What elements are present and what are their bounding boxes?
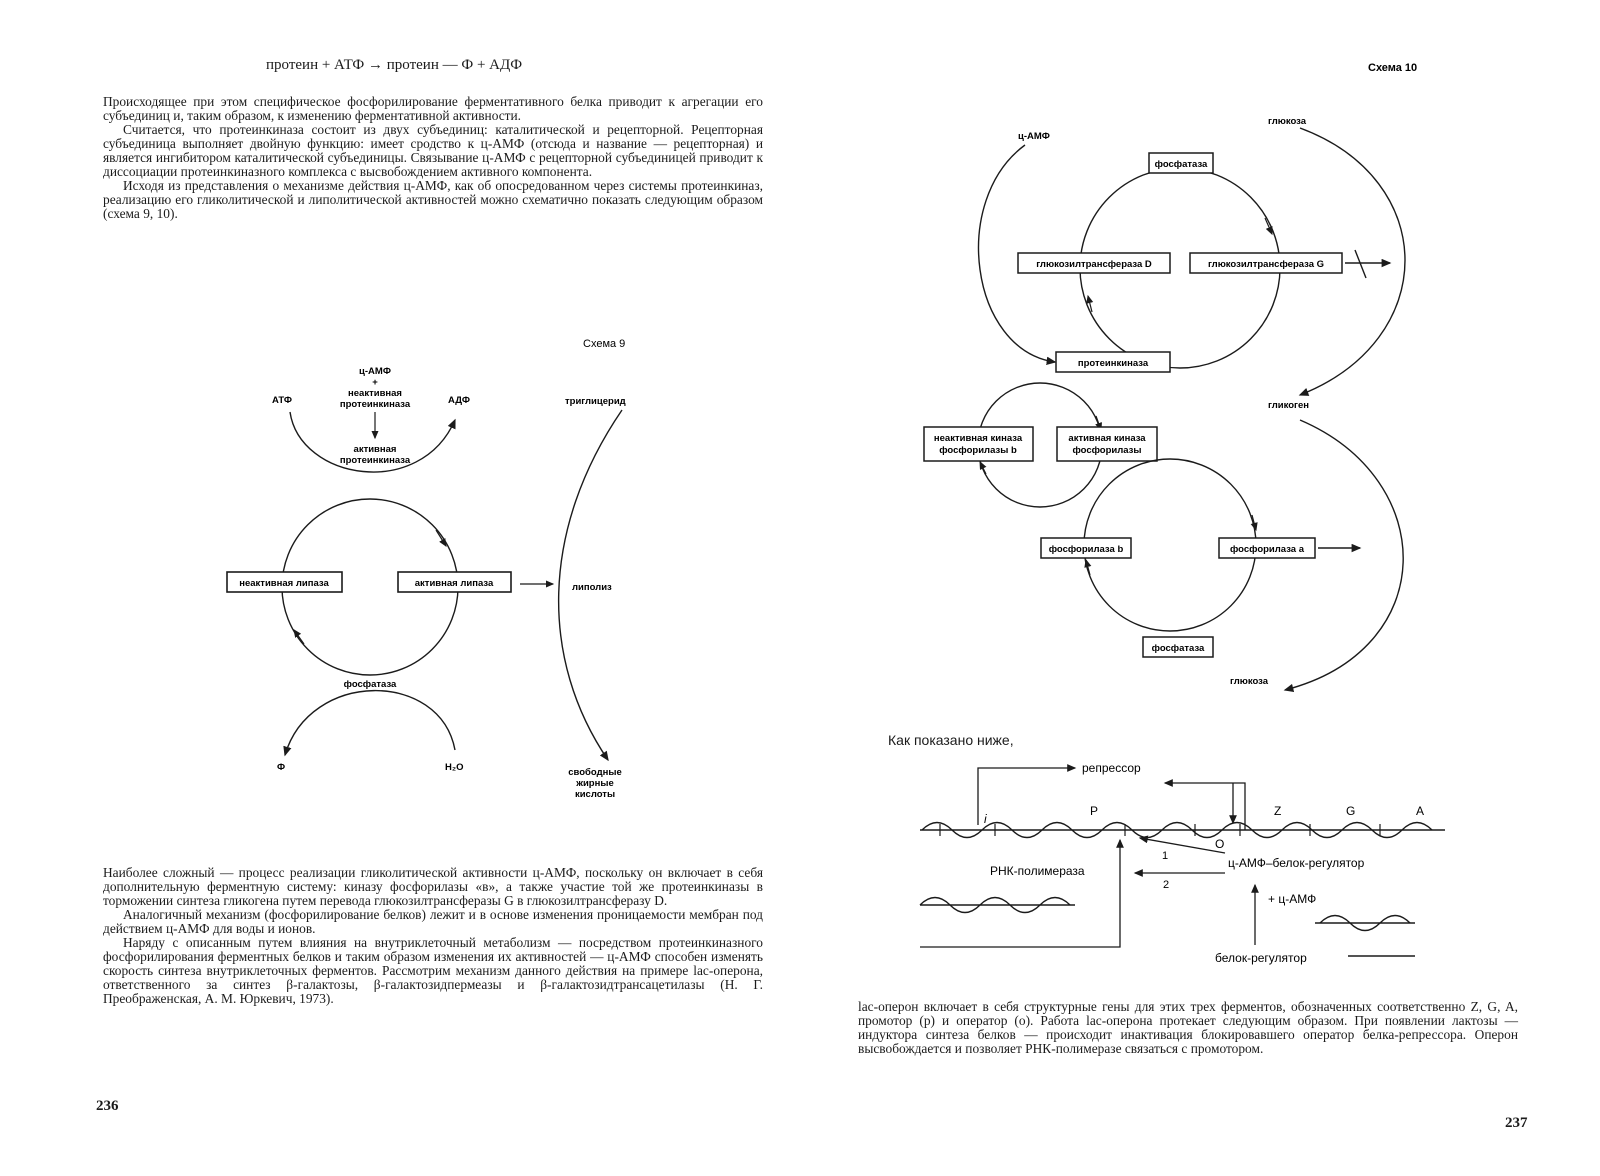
camp-regulator-label: ц-АМФ–белок-регулятор: [1228, 856, 1365, 870]
gene-o-label: O: [1215, 837, 1225, 851]
protein-kinase-box: протеинкиназа: [1077, 358, 1149, 369]
phosphatase-bottom-box: фосфатаза: [1151, 643, 1205, 654]
paragraph: Происходящее при этом специфическое фосфорилирование ферментативного белка приводит к агрегации его субъединиц и, таким образом, к изменению ферментативной активности.: [103, 94, 763, 123]
paragraph: lac-оперон включает в себя структурные гены для этих трех ферментов, обозначенных соответственно Z, G, A, промотор (р) и оператор (о). Работа lac-оперона протекает следующим образом. При появлении лактозы — индуктора синтеза белков — происходит инактивация блокировавшего оператор белка-репрессора. Оперон высвобождается и позволяет РНК-полимеразе связаться с промотором.: [858, 999, 1518, 1056]
h2o-label: H₂O: [445, 762, 464, 773]
paragraph: Аналогичный механизм (фосфорилирование белков) лежит и в основе изменения проницаемости мембран под действием ц-АМФ для воды и ионов.: [103, 907, 763, 936]
ffa-label-3: кислоты: [574, 789, 616, 800]
intro-text: Как показано ниже,: [888, 732, 1014, 748]
glucosyltransferase-g-box: глюкозилтрансфераза G: [1207, 259, 1325, 270]
repressor-label: репрессор: [1082, 761, 1141, 775]
active-lipase-box: активная липаза: [414, 578, 494, 589]
rna-polymerase-label: РНК-полимераза: [990, 864, 1085, 878]
inactive-kinase-box-2: фосфорилазы b: [939, 445, 1017, 456]
paragraph: Наиболее сложный — процесс реализации гликолитической активности ц-АМФ, поскольку он включает в себя дополнительную ферментную систему: киназу фосфорилазы «в», а также участие той же протеинкиназы в торможении синтеза гликогена путем перевода глюкозилтрансферазы G в глюкозилтрансферазу D.: [103, 865, 763, 908]
triglyceride-label: триглицерид: [565, 396, 626, 407]
schema-9-diagram: [0, 330, 800, 850]
paragraph: Исходя из представления о механизме действия ц-АМФ, как об опосредованном через системы протеинкиназ, реализацию его гликолитической и липолитической активностей можно схематично показать следующим образом (схема 9, 10).: [103, 178, 763, 221]
arrow-1-label: 1: [1162, 850, 1169, 862]
schema-10-title: Схема 10: [1368, 62, 1418, 74]
glucose-bottom-label: глюкоза: [1230, 676, 1269, 687]
left-text-top: [103, 95, 763, 221]
adp-label: АДФ: [448, 395, 470, 406]
phi-label: Ф: [277, 762, 286, 773]
gene-i-label: i: [984, 812, 987, 826]
active-pk-label-2: протеинкиназа: [339, 455, 411, 466]
operon-diagram: [800, 755, 1600, 985]
ffa-label-2: жирные: [576, 778, 614, 789]
left-text-bottom: [103, 866, 763, 1006]
inactive-kinase-box: неактивная киназа: [933, 433, 1023, 444]
ffa-label: свободные: [568, 767, 622, 778]
active-kinase-box: активная киназа: [1068, 433, 1146, 444]
regulator-label: белок-регулятор: [1215, 951, 1307, 965]
plus-label: +: [372, 377, 378, 388]
inactive-pk-label-2: протеинкиназа: [339, 399, 411, 410]
right-text: [858, 1000, 1518, 1056]
equation: протеин + АТФ → протеин — Ф + АДФ: [266, 57, 523, 73]
gene-p-label: P: [1090, 804, 1099, 818]
atp-label: АТФ: [272, 395, 292, 406]
gene-g-label: G: [1346, 804, 1356, 818]
gene-a-label: A: [1416, 804, 1425, 818]
phosphatase-label: фосфатаза: [343, 679, 397, 690]
plus-camp-label: + ц-АМФ: [1268, 892, 1317, 906]
active-pk-label: активная: [353, 444, 397, 455]
active-kinase-box-2: фосфорилазы: [1072, 445, 1142, 456]
phosphorylase-a-box: фосфорилаза a: [1229, 544, 1305, 555]
phosphorylase-b-box: фосфорилаза b: [1048, 544, 1124, 555]
arrow-2-label: 2: [1163, 879, 1170, 891]
page-number-left: 236: [96, 1098, 119, 1114]
schema-9-title: Схема 9: [583, 338, 626, 350]
lipolysis-label: липолиз: [572, 582, 612, 593]
paragraph: Наряду с описанным путем влияния на внутриклеточный метаболизм — посредством протеинкиназного фосфорилирования ферментных белков и таким образом изменения их активностей — ц-АМФ способен изменять скорость синтеза внутриклеточных ферментов. Рассмотрим механизм данного действия на примере lac-оперона, ответственного за синтез β-галактозы, β-галактозидпермеазы и β-галактозидтрансацетилазы (Н. Г. Преображенская, А. М. Юркевич, 1973).: [103, 935, 763, 1006]
inactive-pk-label: неактивная: [348, 388, 402, 399]
gene-z-label: Z: [1274, 804, 1282, 818]
camp-label: ц-АМФ: [1018, 131, 1050, 142]
glucosyltransferase-d-box: глюкозилтрансфераза D: [1036, 259, 1152, 270]
schema-10-diagram: [800, 50, 1600, 740]
page-number-right: 237: [1505, 1115, 1528, 1131]
glucose-top-label: глюкоза: [1268, 116, 1307, 127]
right-page: [800, 0, 1600, 1176]
inactive-lipase-box: неактивная липаза: [239, 578, 329, 589]
phosphatase-top-box: фосфатаза: [1154, 159, 1208, 170]
camp-label: ц-АМФ: [359, 366, 391, 377]
paragraph: Считается, что протеинкиназа состоит из двух субъединиц: каталитической и рецепторной. Рецепторная субъединица выполняет двойную функцию: имеет сродство к ц-АМФ (отсюда и название — рецепторная) и является ингибитором каталитической субъединицы. Связывание ц-АМФ с рецепторной субъединицей приводит к диссоциации протеинкиназного комплекса с высвобождением активного компонента.: [103, 122, 763, 179]
glycogen-label: гликоген: [1268, 400, 1310, 411]
